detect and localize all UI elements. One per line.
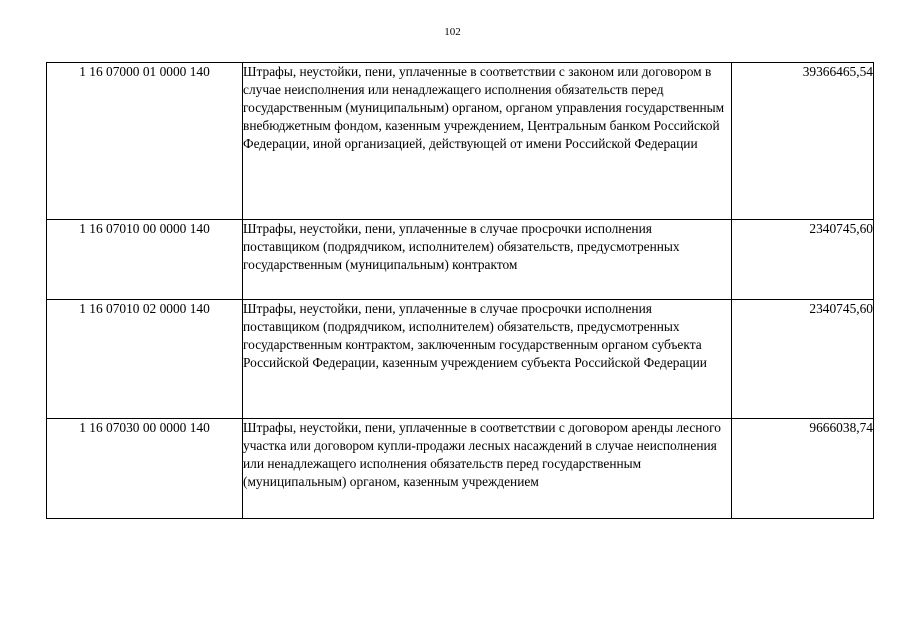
description-cell: Штрафы, неустойки, пени, уплаченные в соответствии с законом или договором в случае неисполнения или ненадлежащего исполнения обязательств перед государственным (муниципальным) органом, органом управления государственным внебюджетным фондом, казенным учреждением, Центральным банком Российской Федерации, иной организацией, действующей от имени Российской Федерации [243,63,732,220]
budget-code-cell: 1 16 07030 00 0000 140 [47,419,243,519]
table-row [47,300,874,419]
table-row [47,63,874,220]
budget-revenue-table [46,62,874,519]
description-cell: Штрафы, неустойки, пени, уплаченные в соответствии с договором аренды лесного участка или договором купли-продажи лесных насаждений в случае неисполнения или ненадлежащего исполнения обязательств перед государственным (муниципальным) органом, казенным учреждением [243,419,732,519]
amount-cell: 9666038,74 [732,419,874,519]
table-row [47,220,874,300]
page-number: 102 [444,26,461,38]
description-cell: Штрафы, неустойки, пени, уплаченные в случае просрочки исполнения поставщиком (подрядчиком, исполнителем) обязательств, предусмотренных государственным контрактом, заключенным государственным органом субъекта Российской Федерации, казенным учреждением субъекта Российской Федерации [243,300,732,419]
amount-cell: 39366465,54 [732,63,874,220]
amount-cell: 2340745,60 [732,300,874,419]
amount-cell: 2340745,60 [732,220,874,300]
budget-code-cell: 1 16 07010 02 0000 140 [47,300,243,419]
table-row [47,419,874,519]
budget-code-cell: 1 16 07010 00 0000 140 [47,220,243,300]
description-cell: Штрафы, неустойки, пени, уплаченные в случае просрочки исполнения поставщиком (подрядчиком, исполнителем) обязательств, предусмотренных государственным (муниципальным) контрактом [243,220,732,300]
budget-code-cell: 1 16 07000 01 0000 140 [47,63,243,220]
